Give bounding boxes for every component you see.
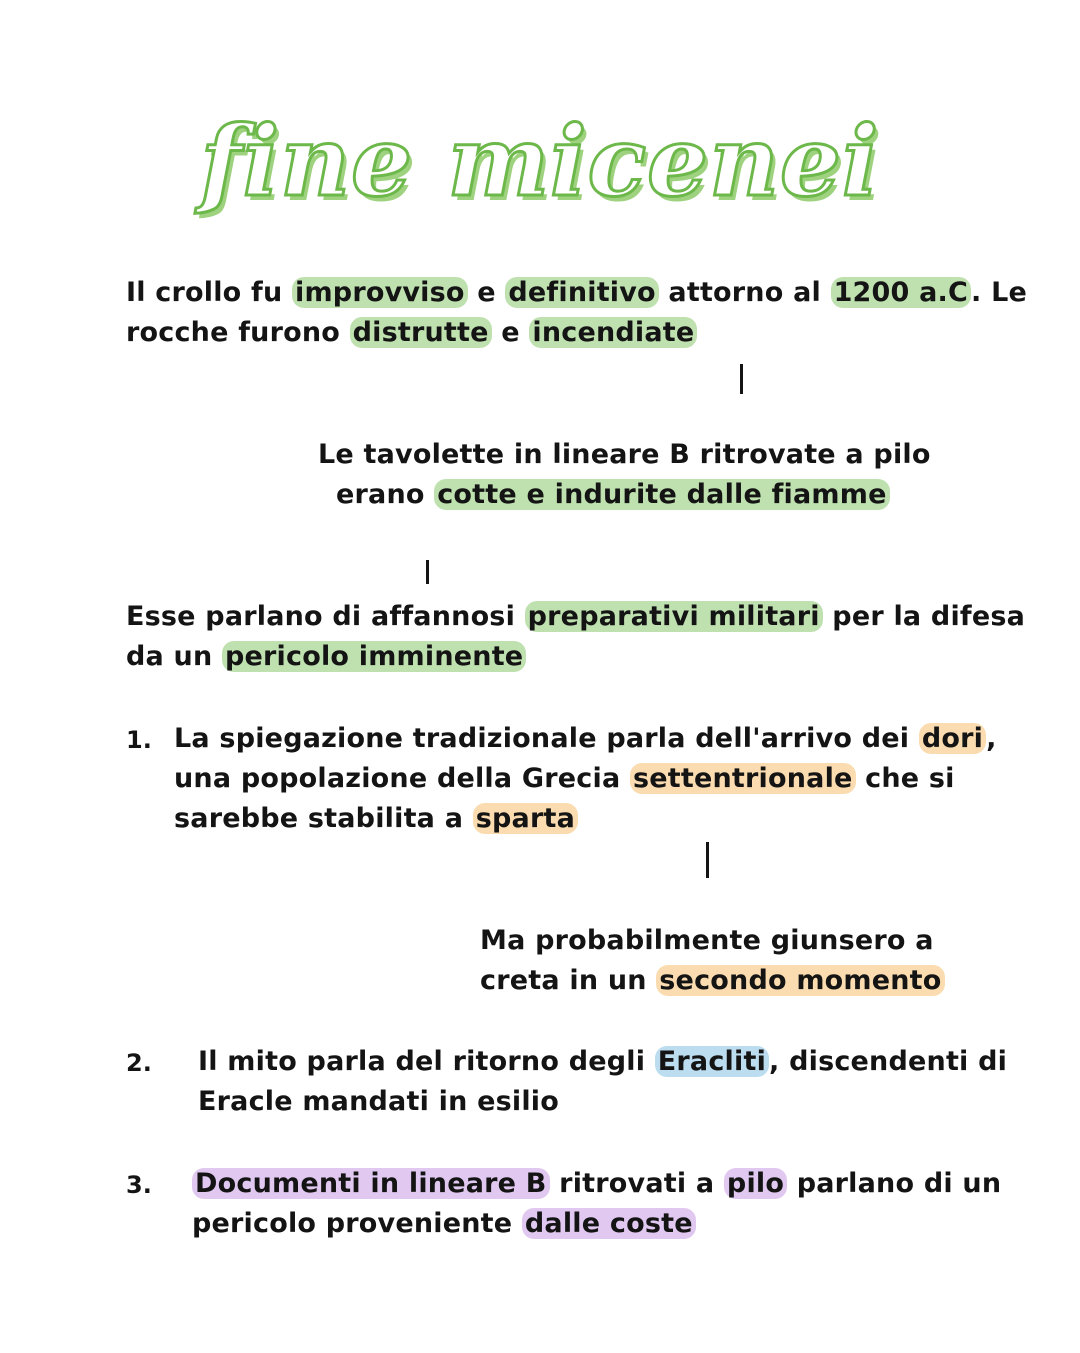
connector-line [426,560,429,584]
text-line: Documenti in lineare B ritrovati a pilo parlano di un [192,1164,1001,1204]
paragraph-note [480,921,945,1001]
text-line: creta in un secondo momento [480,961,945,1001]
text-line: una popolazione della Grecia settentrionale che si [174,763,955,794]
paragraph-tablets [318,435,931,515]
highlight-green: incendiate [529,317,697,348]
highlight-blue: Eracliti [655,1046,769,1077]
highlight-green: pericolo imminente [222,641,526,672]
paragraph-military [126,597,1025,677]
text-line: da un pericolo imminente [126,637,1025,677]
text-line: pericolo proveniente dalle coste [192,1204,1001,1244]
text-line: Ma probabilmente giunsero a [480,925,934,956]
highlight-orange: sparta [473,803,578,834]
text-line: Il mito parla del ritorno degli Eracliti , discendenti di [198,1046,1008,1077]
highlight-green: distrutte [350,317,492,348]
list-item [198,1042,1007,1122]
highlight-green: preparativi militari [525,601,823,632]
text-line: rocche furono distrutte e incendiate [126,313,1027,353]
highlight-green: definitivo [505,277,658,308]
highlight-orange: secondo momento [656,965,944,996]
highlight-green: cotte e indurite dalle fiamme [434,479,889,510]
highlight-purple: pilo [724,1168,787,1199]
text-line: Eracle mandati in esilio [198,1086,560,1117]
highlight-green: improvviso [292,277,468,308]
list-number: 2. [126,1049,152,1077]
list-item [174,719,997,839]
page-title: fine micenei [200,105,880,218]
list-item [192,1164,1001,1244]
text-line: erano cotte e indurite dalle fiamme [318,475,931,515]
paragraph-collapse [126,273,1027,353]
highlight-purple: dalle coste [522,1208,696,1239]
connector-line [706,842,709,878]
highlight-green: 1200 a.C [831,277,971,308]
list-number: 1. [126,726,152,754]
connector-line [740,364,743,394]
text-line: Le tavolette in lineare B ritrovate a pilo [318,439,931,470]
highlight-purple: Documenti in lineare B [192,1168,550,1199]
text-line: La spiegazione tradizionale parla dell'arrivo dei dori , [174,723,997,754]
text-line: sarebbe stabilita a sparta [174,799,997,839]
text-line: Il crollo fu improvviso e definitivo attorno al 1200 a.C . Le [126,277,1027,308]
highlight-orange: settentrionale [630,763,856,794]
text-line: Esse parlano di affannosi preparativi militari per la difesa [126,601,1026,632]
highlight-orange: dori [919,723,986,754]
list-number: 3. [126,1171,152,1199]
